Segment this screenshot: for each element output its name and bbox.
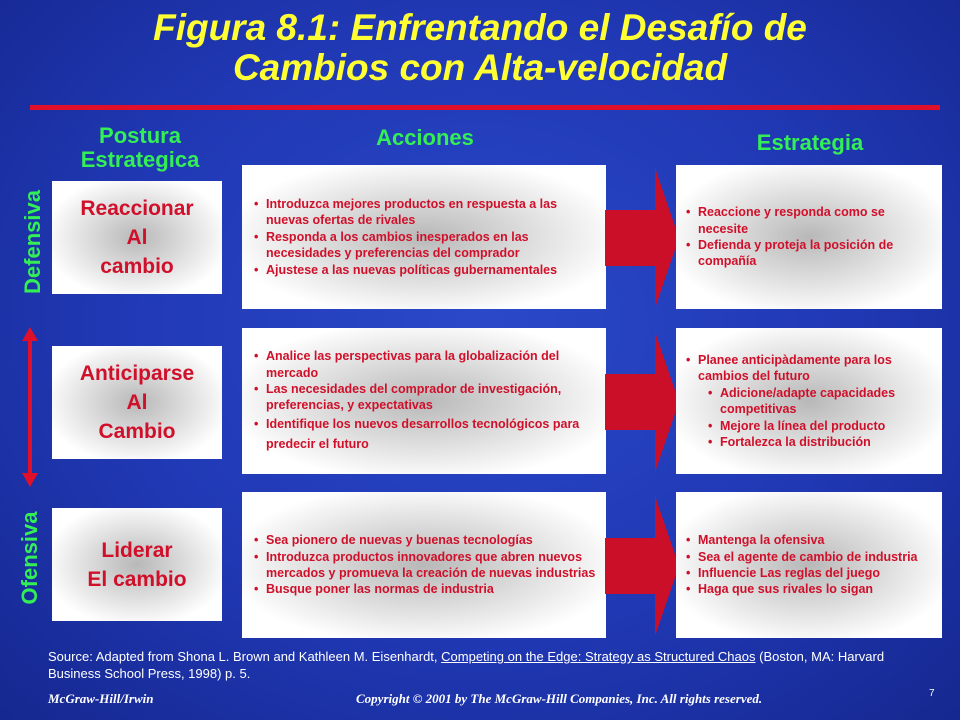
action-item: • Analice las perspectivas para la globalización del mercado	[254, 348, 598, 381]
action-item: • Introduzca mejores productos en respuesta a las nuevas ofertas de rivales	[254, 196, 598, 229]
source-book-title: Competing on the Edge: Strategy as Structured Chaos	[441, 649, 756, 664]
acciones-box-reaccionar	[242, 165, 606, 309]
action-item: • Sea pionero de nuevas y buenas tecnologías	[254, 532, 598, 548]
title-divider	[30, 105, 940, 110]
slide-title-line2: Cambios con Alta-velocidad	[232, 47, 728, 88]
action-item: • Ajustese a las nuevas políticas gubernamentales	[254, 262, 598, 278]
strategy-item: • Influencie Las reglas del juego	[686, 565, 936, 581]
action-item: • Busque poner las normas de industria	[254, 581, 598, 597]
action-item: • Responda a los cambios inesperados en las necesidades y preferencias del comprador	[254, 229, 598, 262]
strategy-item: • Defienda y proteja la posición de compañía	[686, 237, 936, 270]
estrategia-box-liderar	[676, 492, 942, 638]
source-suffix: (Boston, MA: Harvard Business School Press, 1998) p. 5.	[48, 649, 885, 681]
postura-box-reaccionar	[52, 181, 222, 294]
label-defensiva: Defensiva	[20, 190, 45, 294]
estrategia-box-anticiparse	[676, 328, 942, 474]
postura-box-anticiparse	[52, 346, 222, 459]
right-arrow-icon	[605, 496, 679, 636]
postura-text: Cambio	[98, 420, 176, 443]
postura-text: Al	[126, 226, 148, 249]
strategy-item: • Reaccione y responda como se necesite	[686, 204, 936, 237]
action-item: • Las necesidades del comprador de investigación, preferencias, y expectativas	[254, 381, 598, 414]
slide-title	[0, 8, 960, 88]
header-acciones: Acciones	[376, 125, 474, 150]
postura-box-liderar	[52, 508, 222, 621]
postura-text: Anticiparse	[79, 362, 195, 385]
label-ofensiva: Ofensiva	[17, 511, 42, 605]
right-arrow-icon	[605, 168, 679, 308]
strategy-item: • Sea el agente de cambio de industria	[686, 549, 936, 565]
action-item: • Identifique los nuevos desarrollos tecnológicos para predecir el futuro	[254, 414, 598, 454]
header-postura	[50, 124, 230, 172]
slide-title-line1: Figura 8.1: Enfrentando el Desafío de	[153, 7, 807, 48]
page-number: 7	[929, 688, 935, 699]
postura-text: Liderar	[101, 538, 173, 562]
estrategia-box-reaccionar	[676, 165, 942, 309]
footer-publisher: McGraw-Hill/Irwin	[48, 691, 154, 706]
source-citation	[48, 648, 928, 682]
header-estrategia: Estrategia	[756, 130, 864, 155]
strategy-item: • Haga que sus rivales lo sigan	[686, 581, 936, 597]
strategy-item-text: Planee anticipàdamente para los cambios del futuro	[698, 352, 892, 384]
strategy-subitem: • Fortalezca la distribución	[708, 434, 936, 450]
footer-copyright: Copyright © 2001 by The McGraw-Hill Companies, Inc. All rights reserved.	[356, 691, 763, 706]
acciones-box-anticiparse	[242, 328, 606, 474]
strategy-item: • Mantenga la ofensiva	[686, 532, 936, 548]
right-arrow-icon	[605, 332, 679, 472]
acciones-box-liderar	[242, 492, 606, 638]
strategy-subitem: • Mejore la línea del producto	[708, 418, 936, 434]
source-prefix: Source: Adapted from Shona L. Brown and Kathleen M. Eisenhardt,	[48, 649, 442, 664]
strategy-item	[686, 352, 936, 451]
header-postura-line2: Estrategica	[80, 147, 200, 172]
action-item: • Introduzca productos innovadores que abren nuevos mercados y promueva la creación de nuevas industrias	[254, 549, 598, 582]
strategy-subitem: • Adicione/adapte capacidades competitivas	[708, 385, 936, 418]
header-postura-line1: Postura	[99, 123, 181, 148]
double-arrow-icon	[22, 327, 38, 487]
postura-text: cambio	[100, 255, 174, 278]
postura-text: El cambio	[87, 567, 187, 591]
postura-text: Al	[126, 391, 148, 414]
postura-text: Reaccionar	[80, 197, 194, 220]
